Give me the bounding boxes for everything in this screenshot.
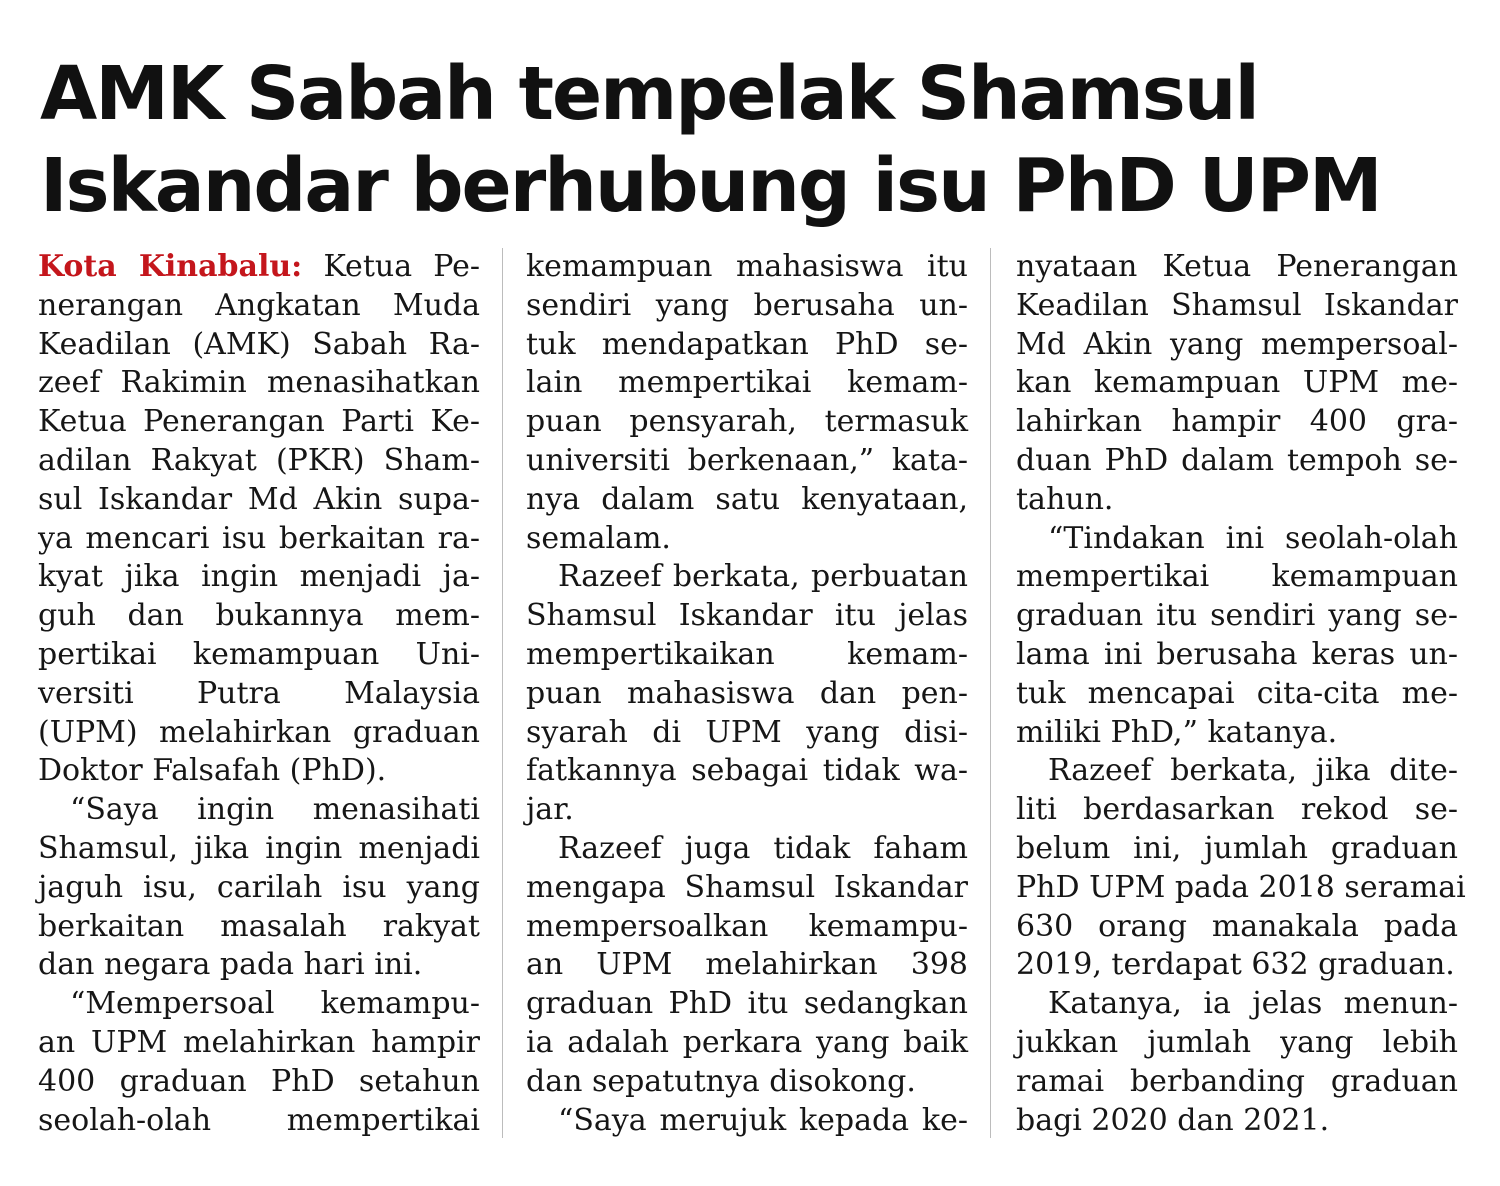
- line-text: Ketua Penerangan Parti Ke-: [38, 404, 480, 440]
- article-line: [526, 481, 968, 520]
- article-line: [38, 287, 480, 326]
- article-line: [526, 985, 968, 1024]
- article-line: [526, 946, 968, 985]
- article-line: [526, 248, 968, 287]
- line-text: kyat jika ingin menjadi ja-: [38, 559, 480, 595]
- line-text: adilan Rakyat (PKR) Sham-: [38, 442, 480, 478]
- article-line: [38, 908, 480, 947]
- article-line: [526, 1102, 968, 1141]
- line-text: lama ini berusaha keras un-: [1016, 636, 1458, 672]
- article-line: [526, 287, 968, 326]
- line-text: graduan PhD itu sedangkan: [526, 986, 968, 1022]
- line-text: mengapa Shamsul Iskandar: [526, 869, 968, 905]
- article-line: [1016, 442, 1458, 481]
- line-text: Keadilan Shamsul Iskandar: [1016, 287, 1458, 323]
- article-line: [38, 326, 480, 365]
- line-text: tuk mendapatkan PhD se-: [526, 326, 968, 362]
- article-line: [1016, 830, 1458, 869]
- article-line: [526, 403, 968, 442]
- article-line: [38, 1102, 480, 1141]
- line-text: Ketua Pe-: [323, 249, 480, 284]
- article-line: [526, 830, 968, 869]
- article-line: [1016, 1102, 1458, 1141]
- article-line: [526, 791, 968, 830]
- article-line: [38, 946, 480, 985]
- article-line: [38, 364, 480, 403]
- article-line: [38, 248, 480, 287]
- line-text: guh dan bukannya mem-: [38, 598, 480, 634]
- line-text: “Saya ingin menasihati: [70, 792, 480, 828]
- line-text: nya dalam satu kenyataan,: [526, 481, 968, 517]
- article-column-3: [1016, 248, 1466, 1140]
- line-text: Katanya, ia jelas menun-: [1048, 986, 1458, 1022]
- line-text: liti berdasarkan rekod se-: [1016, 792, 1458, 828]
- line-text: puan mahasiswa dan pen-: [526, 675, 968, 711]
- line-text: PhD UPM pada 2018 seramai: [1016, 869, 1466, 905]
- article-line: [526, 752, 968, 791]
- article-line: [38, 481, 480, 520]
- article-line: [1016, 403, 1458, 442]
- article-line: [38, 1063, 480, 1102]
- article-line: [38, 597, 480, 636]
- line-text: lain mempertikai kemam-: [526, 365, 968, 401]
- article-line: [1016, 675, 1458, 714]
- line-text: kemampuan mahasiswa itu: [526, 249, 968, 284]
- line-text: miliki PhD,” katanya.: [1016, 714, 1338, 750]
- article-line: [38, 675, 480, 714]
- article-line: [1016, 481, 1458, 520]
- line-text: Doktor Falsafah (PhD).: [38, 753, 387, 789]
- line-text: Razeef juga tidak faham: [558, 830, 968, 866]
- article-line: [526, 597, 968, 636]
- article-line: [38, 985, 480, 1024]
- line-text: mempertikai kemampuan: [1016, 559, 1458, 595]
- line-text: belum ini, jumlah graduan: [1016, 830, 1458, 866]
- article-line: [526, 442, 968, 481]
- article-line: [526, 326, 968, 365]
- line-text: Keadilan (AMK) Sabah Ra-: [38, 326, 480, 362]
- line-text: “Saya merujuk kepada ke-: [558, 1102, 968, 1138]
- article-line: [1016, 714, 1458, 753]
- article-column-1: [38, 248, 480, 1140]
- article-headline: [40, 48, 1480, 232]
- line-text: lahirkan hampir 400 gra-: [1016, 404, 1458, 440]
- headline-line-1: AMK Sabah tempelak Shamsul: [40, 51, 1258, 137]
- line-text: semalam.: [526, 520, 671, 556]
- line-text: Md Akin yang mempersoal-: [1016, 326, 1458, 362]
- article-line: [526, 1063, 968, 1102]
- article-line: [38, 558, 480, 597]
- article-line: [526, 675, 968, 714]
- line-text: Razeef berkata, jika dite-: [1048, 753, 1458, 789]
- line-text: ramai berbanding graduan: [1016, 1063, 1458, 1099]
- line-text: syarah di UPM yang disi-: [526, 714, 968, 750]
- line-text: ya mencari isu berkaitan ra-: [38, 520, 480, 556]
- line-text: versiti Putra Malaysia: [38, 675, 480, 711]
- dateline: Kota Kinabalu:: [38, 249, 303, 284]
- article-line: [1016, 520, 1458, 559]
- article-line: [38, 869, 480, 908]
- article-line: [526, 636, 968, 675]
- line-text: zeef Rakimin menasihatkan: [38, 365, 480, 401]
- article-line: [38, 442, 480, 481]
- article-line: [1016, 287, 1458, 326]
- line-text: 2019, terdapat 632 graduan.: [1016, 947, 1455, 983]
- article-line: [1016, 869, 1466, 908]
- line-text: tuk mencapai cita-cita me-: [1016, 675, 1458, 711]
- article-line: [1016, 636, 1458, 675]
- line-text: an UPM melahirkan hampir: [38, 1024, 480, 1060]
- article-line: [526, 908, 968, 947]
- line-text: jaguh isu, carilah isu yang: [38, 869, 480, 905]
- article-line: [1016, 752, 1458, 791]
- line-text: an UPM melahirkan 398: [526, 947, 968, 983]
- line-text: Shamsul, jika ingin menjadi: [38, 830, 480, 866]
- article-line: [526, 520, 968, 559]
- article-line: [1016, 248, 1458, 287]
- article-line: [1016, 364, 1458, 403]
- line-text: dan sepatutnya disokong.: [526, 1063, 916, 1099]
- article-line: [526, 869, 968, 908]
- article-line: [38, 791, 480, 830]
- article-line: [526, 364, 968, 403]
- article-line: [38, 636, 480, 675]
- article-line: [38, 520, 480, 559]
- article-line: [1016, 985, 1458, 1024]
- line-text: nyataan Ketua Penerangan: [1016, 249, 1458, 284]
- line-text: 400 graduan PhD setahun: [38, 1063, 480, 1099]
- line-text: seolah-olah mempertikai: [38, 1102, 480, 1138]
- line-text: puan pensyarah, termasuk: [526, 404, 968, 440]
- line-text: 630 orang manakala pada: [1016, 908, 1458, 944]
- article-line: [526, 558, 968, 597]
- line-text: nerangan Angkatan Muda: [38, 287, 480, 323]
- article-line: [1016, 597, 1458, 636]
- line-text: “Mempersoal kemampu-: [70, 986, 480, 1022]
- article-line: [526, 714, 968, 753]
- article-column-2: [526, 248, 968, 1140]
- line-text: mempersoalkan kemampu-: [526, 908, 968, 944]
- line-text: fatkannya sebagai tidak wa-: [526, 753, 968, 789]
- line-text: ia adalah perkara yang baik: [526, 1024, 968, 1060]
- line-text: dan negara pada hari ini.: [38, 947, 423, 983]
- line-text: duan PhD dalam tempoh se-: [1016, 442, 1458, 478]
- line-text: Shamsul Iskandar itu jelas: [526, 598, 968, 634]
- article-line: [38, 403, 480, 442]
- article-line: [1016, 326, 1458, 365]
- article-line: [1016, 946, 1458, 985]
- article-line: [1016, 558, 1458, 597]
- line-text: graduan itu sendiri yang se-: [1016, 598, 1458, 634]
- headline-line-2: Iskandar berhubung isu PhD UPM: [40, 143, 1381, 229]
- line-text: universiti berkenaan,” kata-: [526, 442, 968, 478]
- line-text: bagi 2020 dan 2021.: [1016, 1102, 1330, 1138]
- line-text: kan kemampuan UPM me-: [1016, 365, 1458, 401]
- article-line: [38, 714, 480, 753]
- line-text: mempertikaikan kemam-: [526, 636, 968, 672]
- line-text: sendiri yang berusaha un-: [526, 287, 968, 323]
- line-text: Razeef berkata, perbuatan: [558, 559, 968, 595]
- article-line: [38, 1024, 480, 1063]
- article-line: [1016, 1024, 1458, 1063]
- article-line: [1016, 908, 1458, 947]
- line-text: berkaitan masalah rakyat: [38, 908, 480, 944]
- line-text: pertikai kemampuan Uni-: [38, 636, 480, 672]
- article-line: [1016, 791, 1458, 830]
- article-line: [38, 752, 480, 791]
- article-line: [526, 1024, 968, 1063]
- line-text: sul Iskandar Md Akin supa-: [38, 481, 480, 517]
- line-text: tahun.: [1016, 481, 1114, 517]
- article-line: [1016, 1063, 1458, 1102]
- line-text: (UPM) melahirkan graduan: [38, 714, 480, 750]
- article-line: [38, 830, 480, 869]
- line-text: jukkan jumlah yang lebih: [1016, 1024, 1458, 1060]
- line-text: jar.: [526, 792, 574, 828]
- line-text: “Tindakan ini seolah-olah: [1048, 520, 1458, 556]
